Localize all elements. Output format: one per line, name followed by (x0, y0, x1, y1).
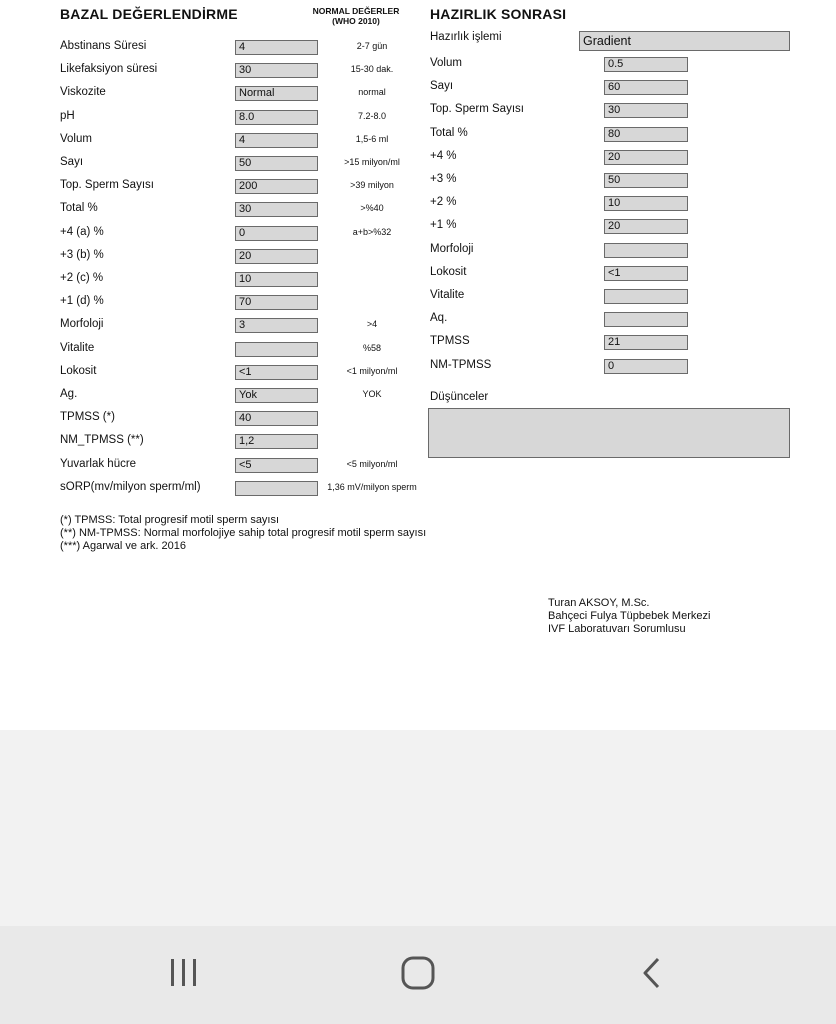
basal-row-value[interactable]: Yok (235, 388, 318, 403)
signature-center: Bahçeci Fulya Tüpbebek Merkezi (548, 610, 711, 622)
prep-row-label: +3 % (430, 173, 457, 185)
basal-row-label: sORP(mv/milyon sperm/ml) (60, 480, 201, 493)
basal-row-label: +4 (a) % (60, 225, 104, 238)
basal-row-value[interactable]: 8.0 (235, 110, 318, 125)
footnote: (**) NM-TPMSS: Normal morfolojiye sahip total progresif motil sperm sayısı (60, 527, 427, 539)
basal-row-value[interactable]: 0 (235, 226, 318, 241)
basal-row-value[interactable]: 30 (235, 63, 318, 78)
basal-row-normal: 1,5-6 ml (355, 133, 389, 144)
comments-label: Düşünceler (430, 391, 489, 403)
prep-row-value[interactable]: 0 (604, 359, 688, 374)
basal-row-normal: normal (358, 87, 386, 98)
normal-values-header-line: NORMAL DEĞERLER (312, 6, 400, 16)
basal-row-value[interactable]: 50 (235, 156, 318, 171)
basal-row-value[interactable]: 4 (235, 133, 318, 148)
basal-row-normal: >4 (366, 319, 378, 330)
prep-row-value[interactable]: 30 (604, 103, 688, 118)
basal-row-value[interactable]: 70 (235, 295, 318, 310)
normal-values-header-line: (WHO 2010) (332, 16, 380, 26)
basal-row-label: Ag. (60, 388, 78, 400)
prep-row-value[interactable] (604, 312, 688, 327)
prep-row-label: Vitalite (430, 289, 465, 301)
prep-row-value[interactable]: 50 (604, 173, 688, 188)
basal-row-normal: <1 milyon/ml (346, 365, 398, 376)
basal-row-value[interactable]: 4 (235, 40, 318, 55)
basal-row-label: Total % (60, 202, 98, 215)
basal-row-label: +1 (d) % (60, 295, 104, 308)
basal-row-label: TPMSS (*) (60, 411, 115, 424)
basal-row-label: Yuvarlak hücre (60, 457, 137, 470)
basal-row-value[interactable]: 40 (235, 411, 318, 426)
basal-row-normal: <5 milyon/ml (346, 458, 398, 469)
basal-row-normal: a+b>%32 (352, 226, 392, 237)
basal-row-value[interactable]: 20 (235, 249, 318, 264)
footnote: (*) TPMSS: Total progresif motil sperm sayısı (60, 514, 280, 526)
basal-row-value[interactable]: 3 (235, 318, 318, 333)
basal-row-label: Likefaksiyon süresi (60, 63, 158, 76)
comments-field[interactable] (428, 408, 790, 458)
basal-row-normal: >39 milyon (350, 180, 394, 191)
prep-row-label: Volum (430, 57, 462, 69)
basal-row-normal: 15-30 dak. (350, 64, 394, 75)
basal-row-label: Abstinans Süresi (60, 40, 147, 52)
home-icon[interactable] (398, 954, 438, 994)
basal-row-value[interactable] (235, 342, 318, 357)
prep-row-label: Total % (430, 126, 468, 139)
basal-row-value[interactable] (235, 481, 318, 496)
prep-row-label: NM-TPMSS (430, 358, 492, 371)
recents-icon[interactable] (166, 956, 206, 992)
basal-row-value[interactable]: 30 (235, 202, 318, 217)
back-icon[interactable] (636, 956, 668, 992)
prep-row-label: +2 % (430, 196, 457, 209)
basal-row-normal: >15 milyon/ml (344, 157, 400, 167)
basal-row-label: Volum (60, 132, 92, 145)
basal-row-normal: YOK (362, 389, 382, 399)
prep-row-value[interactable]: 80 (604, 127, 688, 142)
basal-row-value[interactable]: <1 (235, 365, 318, 380)
prep-row-label: +1 % (430, 219, 457, 232)
basal-row-label: NM_TPMSS (**) (60, 434, 144, 447)
prep-row-value[interactable]: 21 (604, 335, 688, 350)
prep-row-value[interactable]: 0.5 (604, 57, 688, 72)
prep-row-value[interactable] (604, 289, 688, 304)
basal-row-value[interactable]: <5 (235, 458, 318, 473)
basal-row-label: Sayı (60, 156, 84, 168)
prep-row-label: Aq. (430, 312, 448, 325)
method-label: Hazırlık işlemi (430, 31, 502, 43)
basal-row-value[interactable]: Normal (235, 86, 318, 101)
signature-role: IVF Laboratuvarı Sorumlusu (548, 623, 686, 635)
basal-row-label: Viskozite (60, 86, 106, 99)
basal-row-label: pH (60, 109, 75, 122)
basal-row-normal: 1,36 mV/milyon sperm (327, 481, 417, 492)
basal-row-normal: 2-7 gün (356, 41, 388, 51)
preparation-title: HAZIRLIK SONRASI (430, 6, 567, 22)
system-navigation-bar (0, 926, 836, 1024)
basal-row-label: Top. Sperm Sayısı (60, 179, 154, 192)
prep-row-value[interactable]: 10 (604, 196, 688, 211)
prep-row-label: Top. Sperm Sayısı (430, 103, 524, 116)
basal-row-label: Vitalite (60, 341, 95, 354)
method-field[interactable]: Gradient (579, 31, 790, 51)
prep-row-value[interactable]: <1 (604, 266, 688, 281)
basal-row-value[interactable]: 1,2 (235, 434, 318, 449)
basal-row-normal: %58 (362, 342, 381, 353)
prep-row-label: TPMSS (430, 335, 470, 348)
prep-row-value[interactable]: 20 (604, 150, 688, 165)
basal-row-label: Morfoloji (60, 318, 104, 331)
viewer-background (0, 730, 836, 926)
prep-row-label: +4 % (430, 149, 457, 162)
signature-name: Turan AKSOY, M.Sc. (548, 597, 650, 609)
basal-row-value[interactable]: 10 (235, 272, 318, 287)
prep-row-value[interactable]: 20 (604, 219, 688, 234)
prep-row-value[interactable] (604, 243, 688, 258)
prep-row-label: Morfoloji (430, 242, 474, 255)
normal-values-header (300, 6, 412, 26)
prep-row-label: Sayı (430, 80, 454, 93)
basal-row-normal: >%40 (360, 203, 384, 214)
prep-row-label: Lokosit (430, 265, 467, 278)
prep-row-value[interactable]: 60 (604, 80, 688, 95)
basal-row-label: +2 (c) % (60, 272, 104, 284)
footnote: (***) Agarwal ve ark. 2016 (60, 540, 186, 552)
basal-row-label: +3 (b) % (60, 248, 104, 261)
basal-row-label: Lokosit (60, 364, 97, 377)
basal-row-value[interactable]: 200 (235, 179, 318, 194)
basal-row-normal: 7.2-8.0 (357, 110, 387, 121)
basal-title: BAZAL DEĞERLENDİRME (60, 6, 238, 22)
